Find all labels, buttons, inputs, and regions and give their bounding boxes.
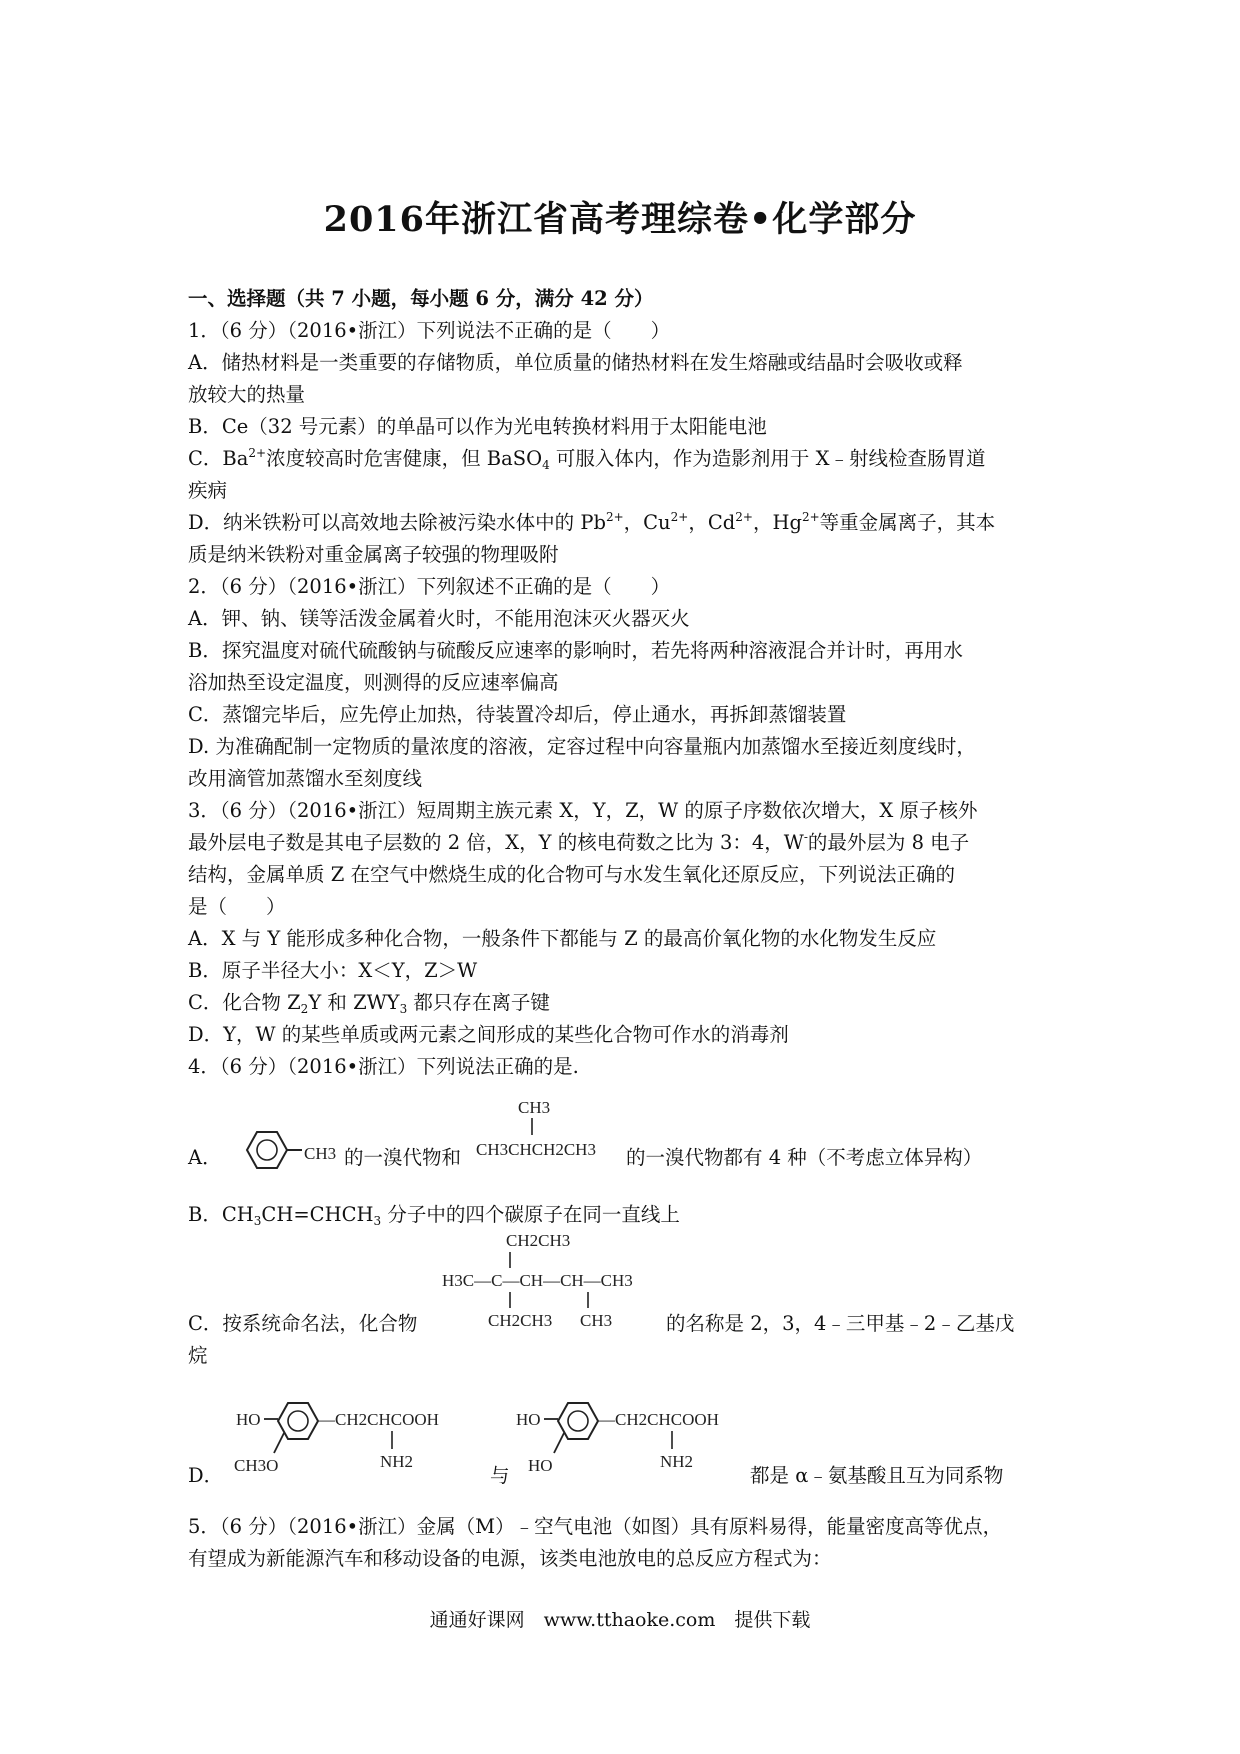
section-heading: 一、选择题（共 7 小题，每小题 6 分，满分 42 分） [188,287,654,310]
q1-option-d-cont: 质是纳米铁粉对重金属离子较强的物理吸附 [188,543,559,566]
compound-c-structure [440,1228,670,1336]
q4-option-a-text2: 的一溴代物都有 4 种（不考虑立体异构） [626,1146,983,1169]
q5-stem: 5．（6 分）（2016•浙江）金属（M）﹣空气电池（如图）具有原料易得，能量密度高等优点， [188,1515,1003,1538]
aa2-ho-label: HO [516,1410,541,1429]
q4-option-c-text-cont: 烷 [188,1344,208,1367]
q3-option-a: A．X 与 Y 能形成多种化合物，一般条件下都能与 Z 的最高价氧化物的水化物发生反应 [188,927,937,950]
aa2-ho2-label: HO [528,1456,553,1475]
q4-option-c-text: 的名称是 2，3，4﹣三甲基﹣2﹣乙基戊 [666,1312,1015,1335]
q2-stem: 2．（6 分）（2016•浙江）下列叙述不正确的是（ ） [188,575,671,598]
methylbutane-main-chain: CH3CHCH2CH3 [476,1140,596,1159]
q1-option-c-cont: 疾病 [188,479,228,502]
q3-stem-line2: 最外层电子数是其电子层数的 2 倍，X，Y 的核电荷数之比为 3：4，W-的最外层为 8 电子 [188,830,970,854]
methylbutane-structure [474,1095,624,1165]
q1-option-a-cont: 放较大的热量 [188,383,306,406]
aa1-ch3o-label: CH3O [234,1456,279,1475]
q2-option-b: B．探究温度对硫代硫酸钠与硫酸反应速率的影响时，若先将两种溶液混合并计时，再用水 [188,639,963,662]
q1-option-b: B．Ce（32 号元素）的单晶可以作为光电转换材料用于太阳能电池 [188,415,767,438]
toluene-ch3-label: CH3 [304,1144,337,1163]
amino-acid-structure-2 [512,1395,762,1495]
compound-c-top-group: CH2CH3 [506,1231,571,1250]
q2-option-c: C．蒸馏完毕后，应先停止加热，待装置冷却后，停止通水，再拆卸蒸馏装置 [188,703,847,726]
q4-option-a-label: A． [188,1146,222,1169]
amino-acid-structure-1 [232,1395,482,1495]
q3-option-c: C．化合物 $Z_2Y$ 和 $ZWY_3$ 都只存在离子键 [188,991,550,1016]
aa1-ho-label: HO [236,1410,261,1429]
q4-option-a-text1: 的一溴代物和 [344,1146,462,1169]
q1-option-c: C．$Ba^{2+}$浓度较高时危害健康，但 BaSO$_4$ 可服入体内，作为造影剂用于 X﹣射线检查肠胃道 [188,446,986,472]
q2-option-b-cont: 浴加热至设定温度，则测得的反应速率偏高 [188,671,559,694]
aa1-nh2-label: NH2 [380,1452,414,1471]
q3-stem-line4: 是（ ） [188,895,286,918]
methylbutane-top-group: CH3 [518,1098,551,1117]
q1-stem: 1．（6 分）（2016•浙江）下列说法不正确的是（ ） [188,319,671,342]
q3-option-b: B．原子半径大小：X＜Y，Z＞W [188,959,478,982]
q3-option-d: D．Y，W 的某些单质或两元素之间形成的某些化合物可作水的消毒剂 [188,1023,789,1046]
q5-stem-cont: 有望成为新能源汽车和移动设备的电源，该类电池放电的总反应方程式为： [188,1547,832,1570]
page-title: 2016年浙江省高考理综卷•化学部分 [323,199,917,240]
q4-option-c-label: C．按系统命名法，化合物 [188,1312,418,1335]
aa2-nh2-label: NH2 [660,1452,694,1471]
q3-stem-line3: 结构，金属单质 Z 在空气中燃烧生成的化合物可与水发生氧化还原反应，下列说法正确的 [188,863,955,886]
aa1-side-chain: —CH2CHCOOH [318,1410,439,1429]
page-footer: 通通好课网 www.tthaoke.com 提供下载 [429,1609,811,1631]
q3-stem: 3．（6 分）（2016•浙江）短周期主族元素 X，Y，Z，W 的原子序数依次增大，X 原子核外 [188,799,978,822]
compound-c-bottom-group-2: CH3 [580,1311,613,1330]
question-body [188,283,1068,1083]
q2-option-d-cont: 改用滴管加蒸馏水至刻度线 [188,767,423,790]
q4-stem: 4．（6 分）（2016•浙江）下列说法正确的是. [188,1055,579,1078]
q4-option-d-and: 与 [490,1464,510,1487]
q2-option-a: A．钾、钠、镁等活泼金属着火时，不能用泡沫灭火器灭火 [188,607,690,630]
aa2-side-chain: —CH2CHCOOH [598,1410,719,1429]
q4-option-b: B．$CH_3CH=CHCH_3$ 分子中的四个碳原子在同一直线上 [188,1203,680,1228]
q1-option-a: A．储热材料是一类重要的存储物质，单位质量的储热材料在发生熔融或结晶时会吸收或释 [188,351,963,374]
q2-option-d: D. 为准确配制一定物质的量浓度的溶液，定容过程中向容量瓶内加蒸馏水至接近刻度线时， [188,735,976,758]
toluene-structure [232,1126,342,1182]
q1-option-d: D．纳米铁粉可以高效地去除被污染水体中的 $Pb^{2+}$，$Cu^{2+}$，$Cd^{2+}$，$Hg^{2+}$等重金属离子，其本 [188,510,996,534]
q4-option-d-label: D． [188,1464,224,1487]
q4-option-d-text: 都是 α﹣氨基酸且互为同系物 [750,1464,1004,1487]
compound-c-bottom-group-1: CH2CH3 [488,1311,553,1330]
compound-c-main-chain: H3C—C—CH—CH—CH3 [442,1271,633,1290]
